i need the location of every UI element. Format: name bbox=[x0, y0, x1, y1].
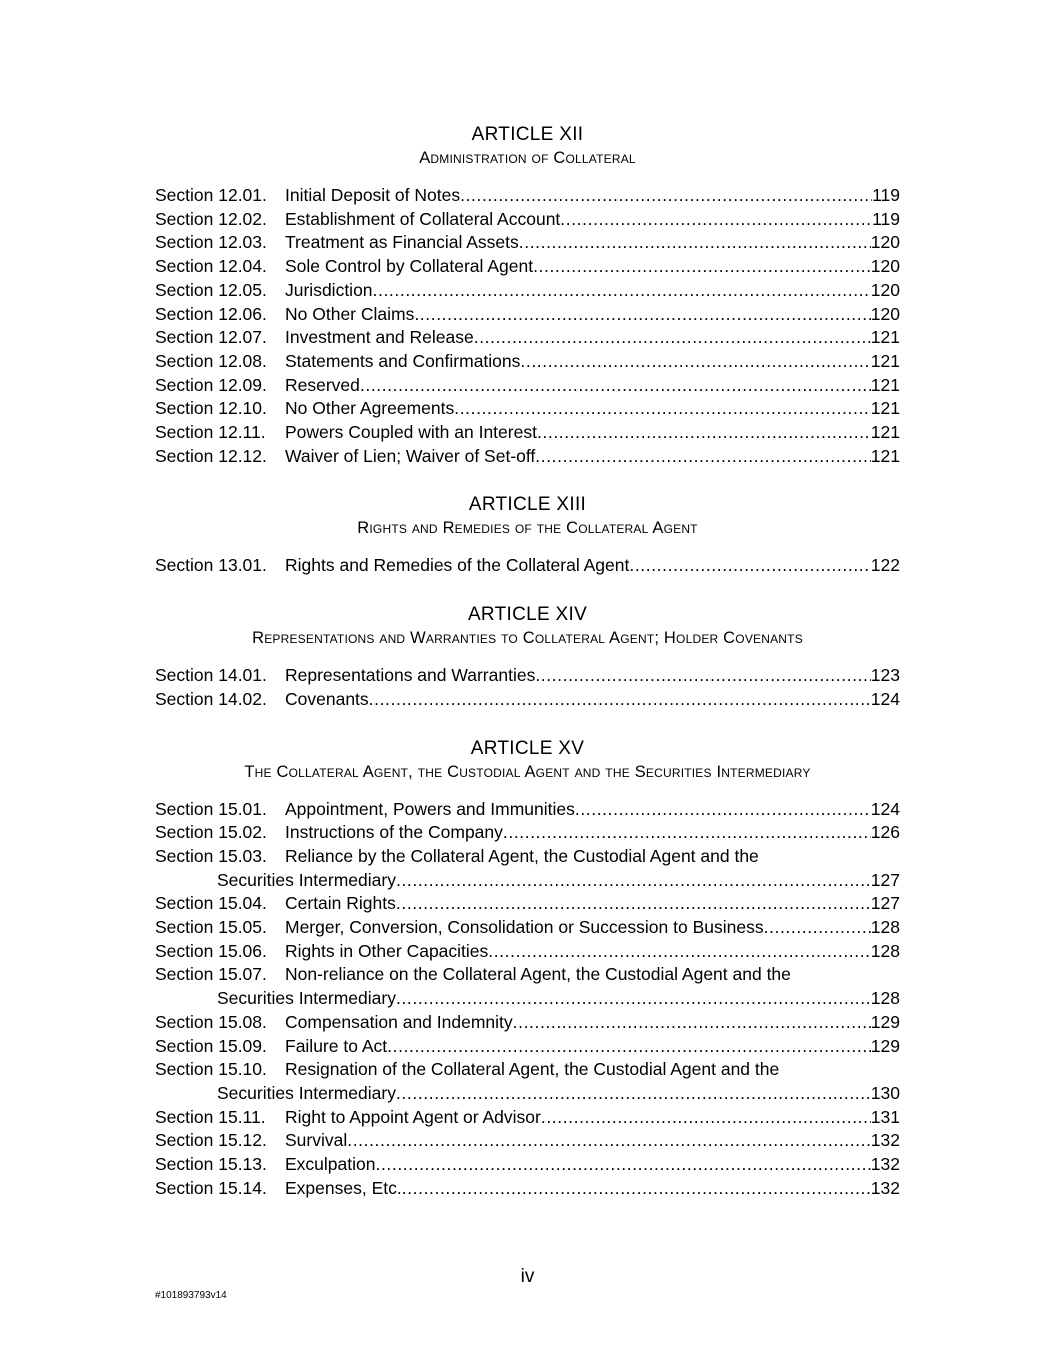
dot-leader bbox=[373, 279, 871, 303]
section-title: Compensation and Indemnity bbox=[285, 1011, 513, 1032]
toc-entry[interactable] bbox=[155, 231, 900, 255]
article-subtitle: The Collateral Agent, the Custodial Agent and the Securities Intermediary bbox=[244, 762, 811, 781]
section-page: 119 bbox=[872, 208, 900, 229]
section-title: Jurisdiction bbox=[285, 279, 373, 300]
section-page: 121 bbox=[870, 398, 900, 419]
section-page: 121 bbox=[870, 327, 900, 348]
section-page: 121 bbox=[870, 422, 900, 443]
section-title: Appointment, Powers and Immunities bbox=[285, 798, 575, 819]
toc-entry-line bbox=[155, 1177, 900, 1201]
dot-leader bbox=[519, 231, 871, 255]
section-title: Statements and Confirmations bbox=[285, 350, 521, 371]
article-heading bbox=[155, 736, 900, 782]
section-title: Establishment of Collateral Account bbox=[285, 208, 561, 229]
toc-entry[interactable] bbox=[155, 1106, 900, 1130]
dot-leader bbox=[560, 208, 872, 232]
section-list bbox=[155, 798, 900, 1201]
dot-leader bbox=[414, 303, 870, 327]
article-title: ARTICLE XV bbox=[470, 737, 585, 759]
section-title: Non-reliance on the Collateral Agent, the Custodial Agent and the bbox=[285, 964, 791, 985]
toc-entry[interactable] bbox=[155, 1035, 900, 1059]
dot-leader bbox=[535, 664, 870, 688]
section-page: 131 bbox=[870, 1106, 900, 1127]
dot-leader bbox=[535, 445, 871, 469]
section-list bbox=[155, 184, 900, 468]
toc-entry[interactable] bbox=[155, 821, 900, 845]
section-number: Section 15.01. bbox=[155, 798, 267, 819]
section-page: 120 bbox=[870, 256, 900, 277]
section-title: Reserved bbox=[285, 374, 360, 395]
toc-entry-line bbox=[155, 279, 900, 303]
section-list bbox=[155, 554, 900, 578]
toc-entry-continuation bbox=[155, 1082, 900, 1106]
toc-entry-line bbox=[155, 1106, 900, 1130]
toc-entry-line bbox=[155, 1153, 900, 1177]
dot-leader bbox=[396, 869, 871, 893]
section-title: Investment and Release bbox=[285, 327, 474, 348]
section-title: Rights in Other Capacities bbox=[285, 940, 489, 961]
section-title: Reliance by the Collateral Agent, the Custodial Agent and the bbox=[285, 845, 759, 866]
section-title: No Other Agreements bbox=[285, 398, 455, 419]
section-title: Merger, Conversion, Consolidation or Succession to Business bbox=[285, 917, 764, 938]
section-number: Section 13.01. bbox=[155, 555, 267, 576]
toc-entry-line bbox=[155, 798, 900, 822]
toc-entry[interactable] bbox=[155, 350, 900, 374]
toc-entry[interactable] bbox=[155, 1177, 900, 1201]
dot-leader bbox=[537, 421, 871, 445]
dot-leader bbox=[503, 821, 871, 845]
article-subtitle: Representations and Warranties to Collateral Agent; Holder Covenants bbox=[252, 629, 803, 648]
section-number: Section 12.10. bbox=[155, 398, 267, 419]
section-title: Covenants bbox=[285, 688, 369, 709]
dot-leader bbox=[396, 892, 871, 916]
toc-entry[interactable] bbox=[155, 916, 900, 940]
section-page: 128 bbox=[870, 940, 900, 961]
toc-entry-line bbox=[155, 208, 900, 232]
dot-leader bbox=[454, 397, 871, 421]
article-heading bbox=[155, 602, 900, 648]
section-number: Section 12.09. bbox=[155, 374, 267, 395]
toc-entry-line bbox=[155, 688, 900, 712]
toc-entry[interactable] bbox=[155, 845, 900, 892]
section-number: Section 12.11. bbox=[155, 422, 266, 443]
table-of-contents bbox=[155, 122, 900, 1221]
section-number: Section 12.01. bbox=[155, 185, 267, 205]
section-page: 128 bbox=[870, 917, 900, 938]
document-id: #101893793v14 bbox=[155, 1290, 227, 1301]
section-title: Rights and Remedies of the Collateral Agent bbox=[285, 555, 630, 576]
dot-leader bbox=[488, 940, 871, 964]
toc-entry-line bbox=[155, 397, 900, 421]
section-title: Initial Deposit of Notes bbox=[285, 185, 461, 205]
toc-entry[interactable] bbox=[155, 554, 900, 578]
section-number: Section 14.01. bbox=[155, 665, 267, 686]
toc-entry-continuation bbox=[155, 987, 900, 1011]
toc-entry[interactable] bbox=[155, 184, 900, 208]
toc-entry[interactable] bbox=[155, 1129, 900, 1153]
section-title-continuation: Securities Intermediary bbox=[217, 1082, 396, 1103]
article-title: ARTICLE XII bbox=[471, 124, 584, 145]
section-page: 120 bbox=[870, 279, 900, 300]
section-number: Section 15.09. bbox=[155, 1035, 267, 1056]
section-title: Failure to Act bbox=[285, 1035, 388, 1056]
section-number: Section 12.04. bbox=[155, 256, 267, 277]
toc-entry[interactable] bbox=[155, 798, 900, 822]
dot-leader bbox=[387, 1035, 871, 1059]
dot-leader bbox=[474, 326, 871, 350]
section-title: Waiver of Lien; Waiver of Set-off bbox=[285, 445, 536, 466]
section-page: 130 bbox=[870, 1082, 900, 1103]
toc-entry-line bbox=[155, 231, 900, 255]
toc-entry-line bbox=[155, 1129, 900, 1153]
section-title: Survival bbox=[285, 1130, 348, 1151]
section-title: Instructions of the Company bbox=[285, 822, 503, 843]
toc-entry-line bbox=[155, 184, 900, 208]
article-block bbox=[155, 736, 900, 1201]
section-number: Section 12.06. bbox=[155, 303, 267, 324]
section-number: Section 14.02. bbox=[155, 688, 267, 709]
section-page: 123 bbox=[870, 665, 900, 686]
section-number: Section 12.12. bbox=[155, 445, 267, 466]
dot-leader bbox=[402, 1177, 871, 1201]
toc-entry-line bbox=[155, 554, 900, 578]
section-title: Resignation of the Collateral Agent, the Custodial Agent and the bbox=[285, 1059, 780, 1080]
toc-entry[interactable] bbox=[155, 421, 900, 445]
section-number: Section 12.07. bbox=[155, 327, 267, 348]
dot-leader bbox=[460, 184, 872, 208]
dot-leader bbox=[533, 255, 871, 279]
section-number: Section 12.03. bbox=[155, 232, 267, 253]
dot-leader bbox=[396, 987, 871, 1011]
section-page: 122 bbox=[870, 555, 900, 576]
section-page: 129 bbox=[870, 1035, 900, 1056]
section-page: 124 bbox=[870, 798, 900, 819]
toc-entry[interactable] bbox=[155, 445, 900, 469]
section-number: Section 15.07. bbox=[155, 964, 267, 985]
section-number: Section 15.11. bbox=[155, 1106, 266, 1127]
article-block bbox=[155, 492, 900, 578]
section-title: No Other Claims bbox=[285, 303, 415, 324]
section-number: Section 12.08. bbox=[155, 350, 267, 371]
section-page: 121 bbox=[870, 350, 900, 371]
toc-entry[interactable] bbox=[155, 208, 900, 232]
section-page: 127 bbox=[870, 869, 900, 890]
article-block bbox=[155, 122, 900, 468]
section-page: 127 bbox=[870, 893, 900, 914]
section-title: Treatment as Financial Assets bbox=[285, 232, 519, 253]
section-page: 120 bbox=[870, 232, 900, 253]
section-page: 126 bbox=[870, 822, 900, 843]
section-title: Certain Rights bbox=[285, 893, 396, 914]
dot-leader bbox=[629, 554, 870, 578]
toc-entry-first-line bbox=[155, 963, 900, 987]
article-title: ARTICLE XIV bbox=[467, 604, 588, 626]
section-title-continuation: Securities Intermediary bbox=[217, 869, 396, 890]
section-title: Expenses, Etc. bbox=[285, 1177, 402, 1198]
section-page: 120 bbox=[870, 303, 900, 324]
section-number: Section 15.14. bbox=[155, 1177, 267, 1198]
toc-entry[interactable] bbox=[155, 664, 900, 688]
section-page: 128 bbox=[870, 988, 900, 1009]
dot-leader bbox=[375, 1153, 870, 1177]
toc-entry-line bbox=[155, 1011, 900, 1035]
toc-entry-line bbox=[155, 940, 900, 964]
dot-leader bbox=[575, 798, 871, 822]
dot-leader bbox=[764, 916, 871, 940]
toc-entry-line bbox=[155, 326, 900, 350]
toc-entry[interactable] bbox=[155, 1058, 900, 1105]
article-block bbox=[155, 602, 900, 711]
toc-entry-line bbox=[155, 421, 900, 445]
toc-entry-line bbox=[155, 303, 900, 327]
toc-entry[interactable] bbox=[155, 397, 900, 421]
section-page: 132 bbox=[870, 1154, 900, 1175]
dot-leader bbox=[360, 374, 871, 398]
toc-entry[interactable] bbox=[155, 892, 900, 916]
section-title: Representations and Warranties bbox=[285, 665, 536, 686]
toc-entry-line bbox=[155, 916, 900, 940]
toc-entry-first-line bbox=[155, 1058, 900, 1082]
toc-entry[interactable] bbox=[155, 255, 900, 279]
dot-leader bbox=[369, 688, 871, 712]
section-title: Exculpation bbox=[285, 1154, 376, 1175]
article-subtitle: Rights and Remedies of the Collateral Agent bbox=[357, 519, 698, 538]
toc-entry-line bbox=[155, 1035, 900, 1059]
article-subtitle: Administration of Collateral bbox=[419, 149, 636, 167]
section-title: Powers Coupled with an Interest bbox=[285, 422, 537, 443]
section-number: Section 12.02. bbox=[155, 208, 267, 229]
section-number: Section 15.13. bbox=[155, 1154, 267, 1175]
toc-entry-line bbox=[155, 664, 900, 688]
dot-leader bbox=[347, 1129, 871, 1153]
section-page: 121 bbox=[870, 445, 900, 466]
toc-entry[interactable] bbox=[155, 326, 900, 350]
toc-entry[interactable] bbox=[155, 1011, 900, 1035]
article-title: ARTICLE XIII bbox=[468, 494, 587, 516]
section-number: Section 15.02. bbox=[155, 822, 267, 843]
toc-entry[interactable] bbox=[155, 940, 900, 964]
section-page: 121 bbox=[870, 374, 900, 395]
section-title-continuation: Securities Intermediary bbox=[217, 988, 396, 1009]
toc-entry[interactable] bbox=[155, 374, 900, 398]
toc-entry[interactable] bbox=[155, 1153, 900, 1177]
dot-leader bbox=[520, 350, 870, 374]
section-number: Section 15.03. bbox=[155, 845, 267, 866]
dot-leader bbox=[541, 1106, 871, 1130]
toc-entry[interactable] bbox=[155, 688, 900, 712]
dot-leader bbox=[396, 1082, 871, 1106]
page-number: iv bbox=[520, 1266, 535, 1287]
section-number: Section 15.08. bbox=[155, 1011, 267, 1032]
article-heading bbox=[155, 122, 900, 168]
section-title: Sole Control by Collateral Agent bbox=[285, 256, 534, 277]
section-page: 132 bbox=[870, 1130, 900, 1151]
toc-entry-first-line bbox=[155, 845, 900, 869]
toc-entry-line bbox=[155, 255, 900, 279]
toc-entry-line bbox=[155, 821, 900, 845]
section-number: Section 15.10. bbox=[155, 1059, 267, 1080]
toc-entry-line bbox=[155, 374, 900, 398]
toc-entry-line bbox=[155, 445, 900, 469]
section-page: 119 bbox=[872, 185, 900, 205]
dot-leader bbox=[513, 1011, 871, 1035]
toc-entry[interactable] bbox=[155, 279, 900, 303]
section-number: Section 12.05. bbox=[155, 279, 267, 300]
section-number: Section 15.06. bbox=[155, 940, 267, 961]
section-title: Right to Appoint Agent or Advisor bbox=[285, 1106, 541, 1127]
toc-entry[interactable] bbox=[155, 303, 900, 327]
section-number: Section 15.12. bbox=[155, 1130, 267, 1151]
section-page: 129 bbox=[870, 1011, 900, 1032]
article-heading bbox=[155, 492, 900, 538]
section-number: Section 15.05. bbox=[155, 917, 267, 938]
toc-entry-line bbox=[155, 892, 900, 916]
section-page: 124 bbox=[870, 688, 900, 709]
section-number: Section 15.04. bbox=[155, 893, 267, 914]
toc-entry-continuation bbox=[155, 869, 900, 893]
toc-entry[interactable] bbox=[155, 963, 900, 1010]
section-page: 132 bbox=[870, 1177, 900, 1198]
toc-entry-line bbox=[155, 350, 900, 374]
section-list bbox=[155, 664, 900, 711]
